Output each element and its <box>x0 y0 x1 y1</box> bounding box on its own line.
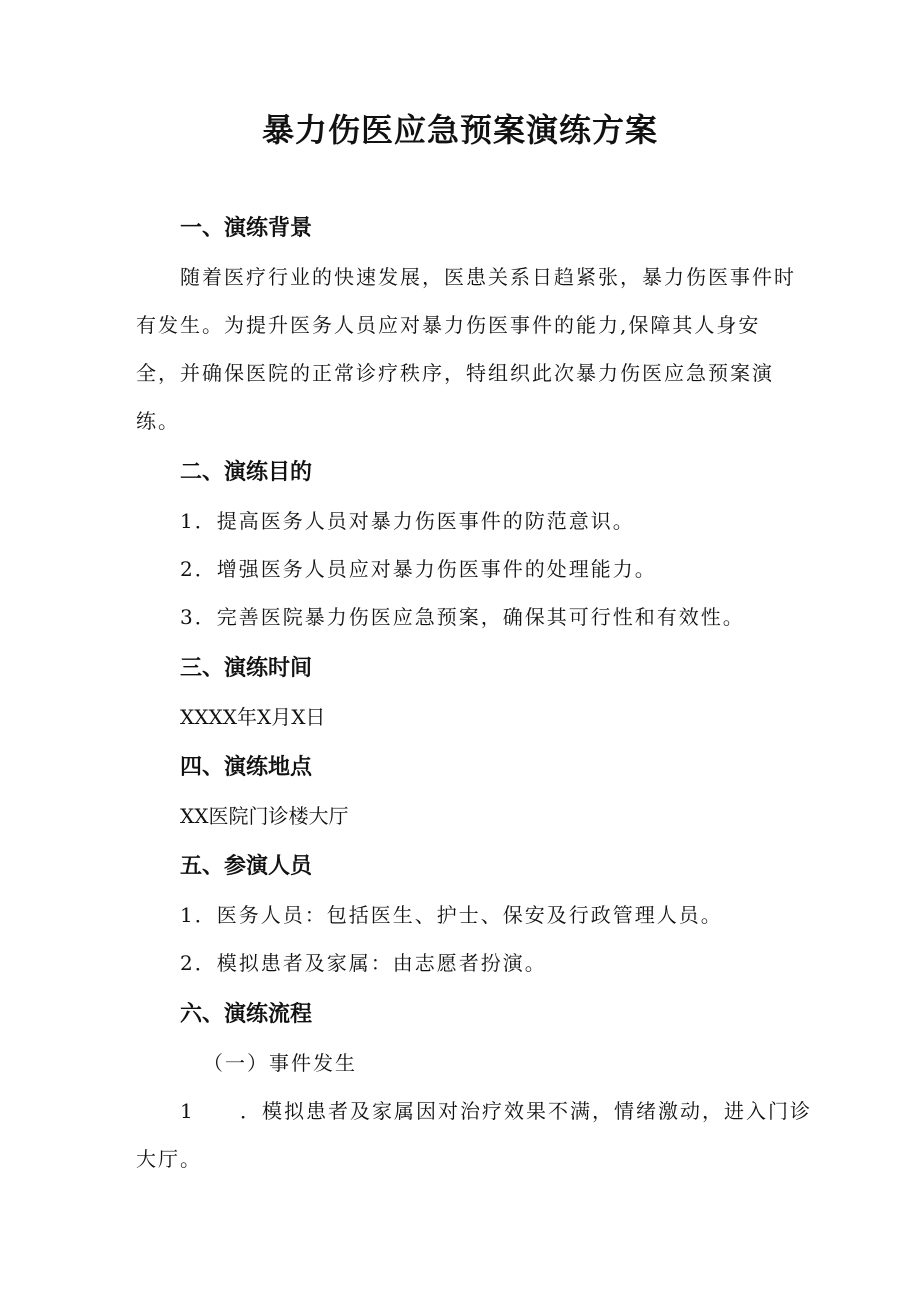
list-item: 3．完善医院暴力伤医应急预案，确保其可行性和有效性。 <box>180 605 745 629</box>
section-heading-purpose: 二、演练目的 <box>180 460 313 485</box>
paragraph-line: 全，并确保医院的正常诊疗秩序，特组织此次暴力伤医应急预案演 <box>136 361 774 385</box>
drill-time: XXXX年X月X日 <box>180 705 326 729</box>
document-title: 暴力伤医应急预案演练方案 <box>261 111 658 149</box>
paragraph-line: 练。 <box>136 409 180 433</box>
section-heading-process: 六、演练流程 <box>180 1002 313 1027</box>
section-heading-participants: 五、参演人员 <box>180 854 313 879</box>
list-item: 1．医务人员：包括医生、护士、保安及行政管理人员。 <box>180 903 723 927</box>
list-item: 2．模拟患者及家属：由志愿者扮演。 <box>180 951 547 975</box>
section-heading-time: 三、演练时间 <box>180 656 313 681</box>
section-heading-location: 四、演练地点 <box>180 755 313 780</box>
section-heading-background: 一、演练背景 <box>180 216 313 241</box>
drill-location: XX医院门诊楼大厅 <box>180 804 349 828</box>
list-item: 2．增强医务人员应对暴力伤医事件的处理能力。 <box>180 557 657 581</box>
list-item: 1．提高医务人员对暴力伤医事件的防范意识。 <box>180 509 635 533</box>
paragraph-line: 随着医疗行业的快速发展，医患关系日趋紧张，暴力伤医事件时 <box>180 265 796 289</box>
subsection-heading: （一）事件发生 <box>203 1051 357 1075</box>
paragraph-line: 有发生。为提升医务人员应对暴力伤医事件的能力,保障其人身安 <box>136 313 761 337</box>
step-text-continued: 大厅。 <box>136 1147 202 1171</box>
step-text: ．模拟患者及家属因对治疗效果不满，情绪激动，进入门诊 <box>240 1099 812 1123</box>
step-number: 1 <box>180 1099 195 1123</box>
